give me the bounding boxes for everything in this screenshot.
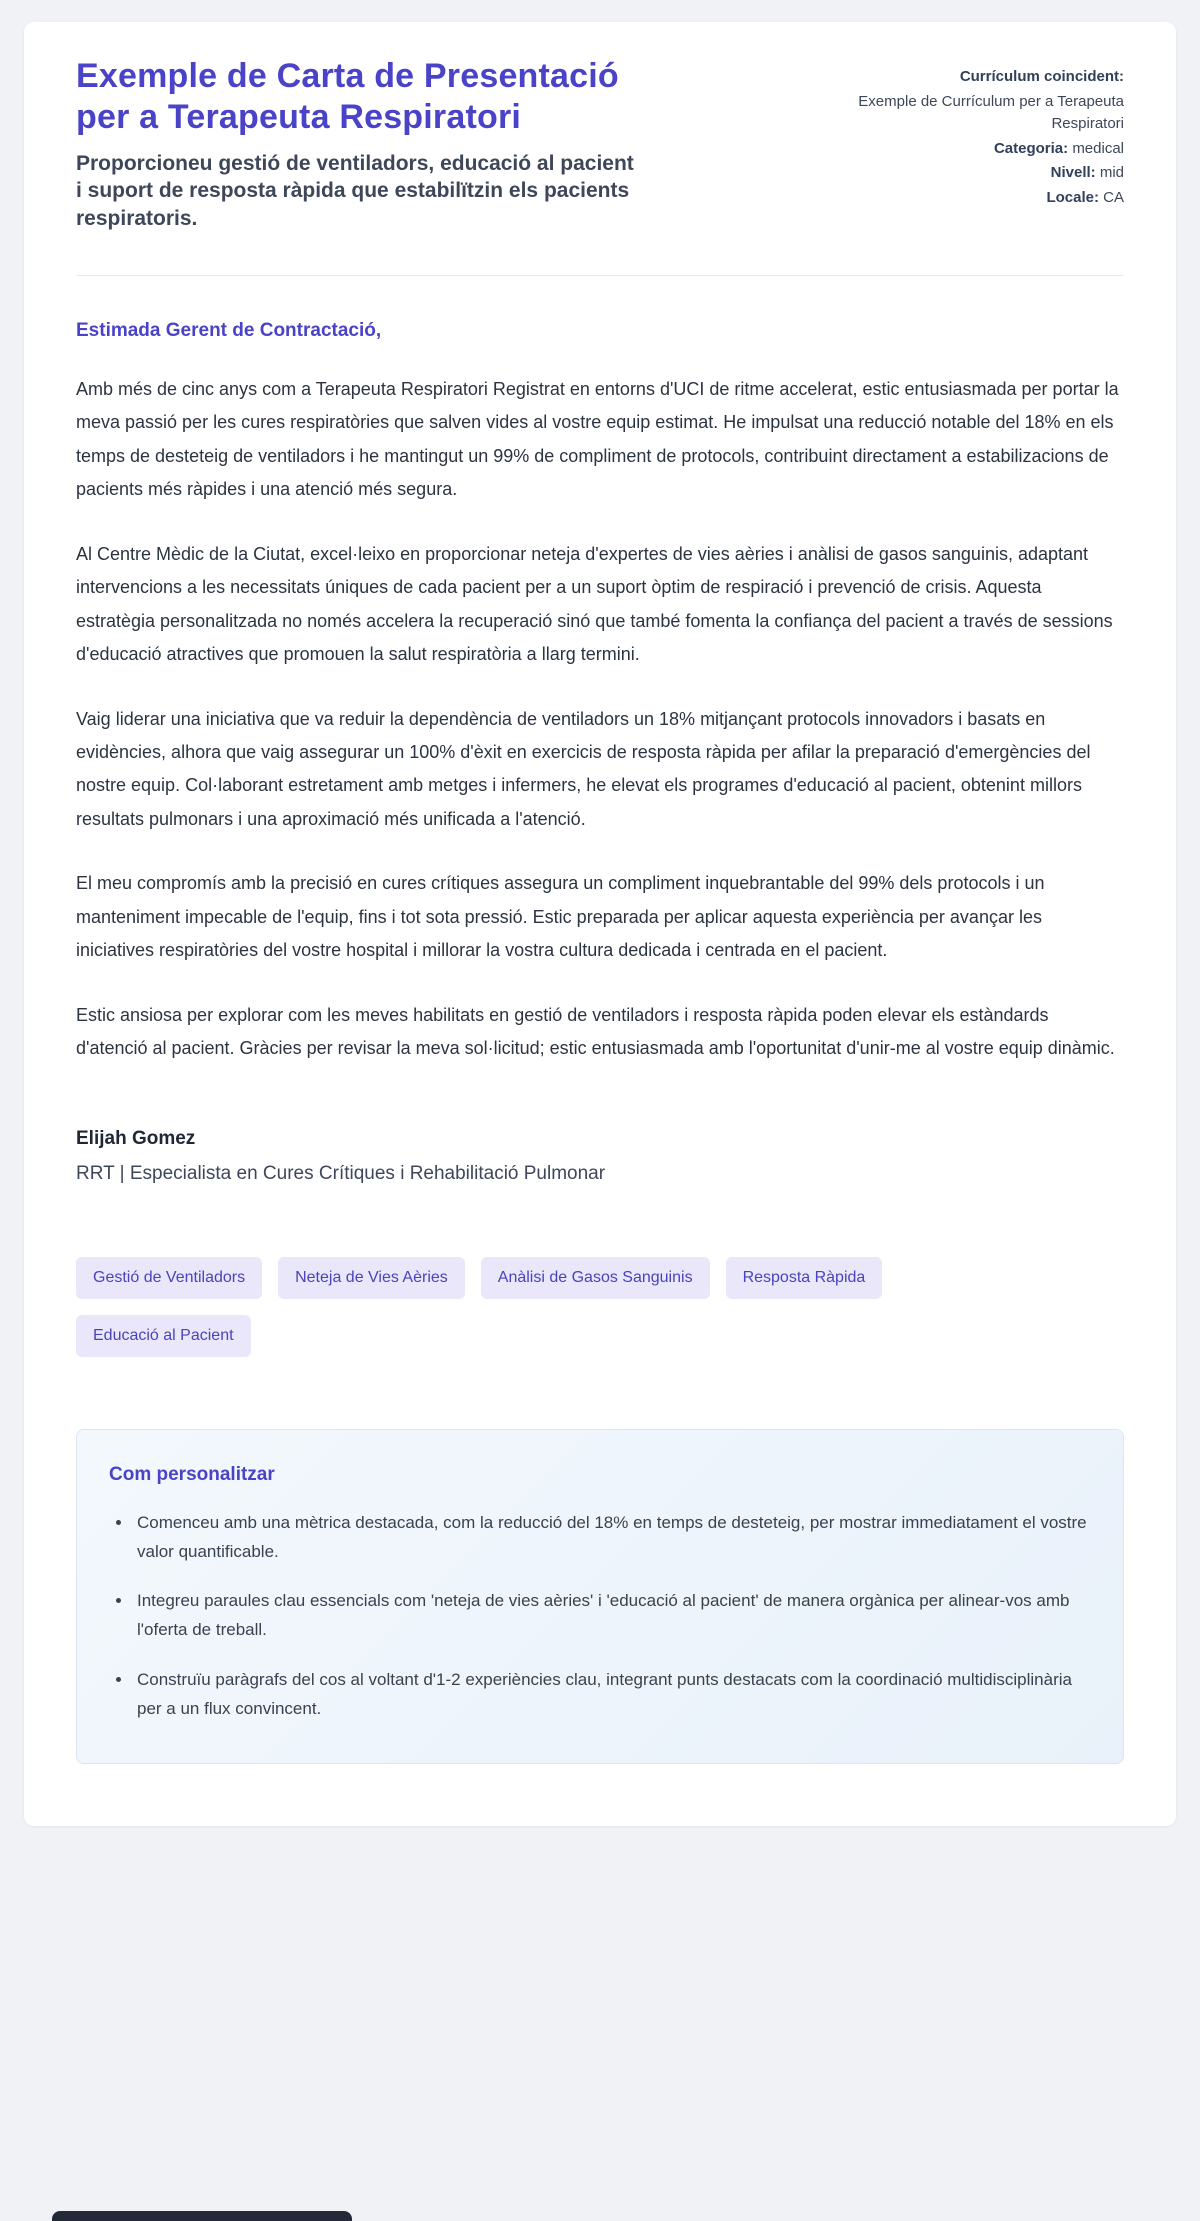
skill-tag: Anàlisi de Gasos Sanguinis bbox=[481, 1257, 710, 1299]
skill-tag: Gestió de Ventiladors bbox=[76, 1257, 262, 1299]
tips-heading: Com personalitzar bbox=[109, 1463, 275, 1485]
letter-body bbox=[76, 373, 1124, 1066]
matching-resume-label-text: Currículum coincident: bbox=[959, 68, 1124, 85]
letter-paragraph: Al Centre Mèdic de la Ciutat, excel·leixo en proporcionar neteja d'expertes de vies aèries i anàlisi de gasos sanguinis, adaptant intervencions a les necessitats úniques de cada pacient per a un suport òptim de respiració i prevenció de crisis. Aquesta estratègia personalitzada no només accelera la recuperació sinó que també fomenta la confiança del pacient a través de sessions d'educació atractives que promouen la salut respiratòria a llarg termini. bbox=[76, 543, 1113, 665]
category-value: medical bbox=[1072, 139, 1124, 157]
tip-item: • Integreu paraules clau essencials com 'neteja de vies aèries' i 'educació al pacient' de manera orgànica per alinear-vos amb l'oferta de treball. bbox=[133, 1586, 1091, 1644]
skill-tags bbox=[76, 1257, 896, 1357]
skill-tag: Educació al Pacient bbox=[76, 1315, 251, 1357]
letter-paragraph: Amb més de cinc anys com a Terapeuta Respiratori Registrat en entorns d'UCI de ritme accelerat, estic entusiasmada per portar la meva passió per les cures respiratòries que salven vides al vostre equip estimat. He impulsat una reducció notable del 18% en els temps de desteteig de ventiladors i he mantingut un 99% de compliment de protocols, contribuint directament a estabilizacions de pacients més ràpides i una atenció més segura. bbox=[76, 378, 1119, 500]
page-subtitle: Proporcioneu gestió de ventiladors, educació al pacient i suport de resposta ràpida que estabilïtzin els pacients respiratoris. bbox=[76, 151, 634, 231]
header-meta bbox=[824, 56, 1124, 233]
signature-block bbox=[76, 1128, 1124, 1185]
skill-tag: Neteja de Vies Aèries bbox=[278, 1257, 465, 1299]
letter-greeting: Estimada Gerent de Contractació, bbox=[76, 319, 382, 341]
tip-item: • Comenceu amb una mètrica destacada, com la reducció del 18% en temps de desteteig, per mostrar immediatament el vostre valor quantificable. bbox=[133, 1508, 1091, 1566]
category-label: Categoria: bbox=[993, 139, 1069, 157]
footer-next-section-peek bbox=[52, 2211, 352, 2221]
signature-title: RRT | Especialista en Cures Crítiques i Rehabilitació Pulmonar bbox=[76, 1162, 606, 1184]
footer-peek-row bbox=[24, 1840, 1176, 2221]
customization-tips-box bbox=[76, 1429, 1124, 1764]
category-meta bbox=[824, 138, 1124, 161]
signature-name: Elijah Gomez bbox=[76, 1127, 196, 1149]
level-label: Nivell: bbox=[1050, 164, 1096, 181]
letter-paragraph: Vaig liderar una iniciativa que va reduir la dependència de ventiladors un 18% mitjançant protocols innovadors i basats en evidències, alhora que vaig assegurar un 100% d'èxit en exercicis de resposta ràpida per afilar la preparació d'emergències del nostre equip. Col·laborant estretament amb metges i infermers, he elevat els programes d'educació al pacient, obtenint millors resultats pulmonars i una aproximació més unificada a l'atenció. bbox=[76, 708, 1091, 829]
tips-list bbox=[109, 1508, 1091, 1723]
letter-paragraph: El meu compromís amb la precisió en cures crítiques assegura un compliment inquebrantable del 99% dels protocols i un manteniment impecable de l'equip, fins i tot sota pressió. Estic preparada per aplicar aquesta experiència per avançar les iniciatives respiratòries del vostre hospital i millorar la vostra cultura dedicada i centrada en el pacient. bbox=[76, 873, 1045, 961]
letter-paragraph: Estic ansiosa per explorar com les meves habilitats en gestió de ventiladors i resposta ràpida poden elevar els estàndards d'atenció al pacient. Gràcies per revisar la meva sol·licitud; estic entusiasmada amb l'oportunitat d'unir-me al vostre equip dinàmic. bbox=[76, 1004, 1115, 1059]
locale-meta bbox=[824, 187, 1124, 210]
matching-resume-value: Exemple de Currículum per a Terapeuta Respiratori bbox=[858, 92, 1124, 132]
page-title: Exemple de Carta de Presentació per a Terapeuta Respiratori bbox=[76, 57, 619, 136]
header-left bbox=[76, 56, 676, 233]
level-meta bbox=[824, 162, 1124, 185]
level-value: mid bbox=[1099, 164, 1124, 181]
skill-tag: Resposta Ràpida bbox=[726, 1257, 883, 1299]
cover-letter-card bbox=[24, 22, 1176, 1826]
tip-item: • Construïu paràgrafs del cos al voltant d'1-2 experiències clau, integrant punts destacats com la coordinació multidisciplinària per a un flux convincent. bbox=[133, 1665, 1091, 1723]
locale-value: CA bbox=[1103, 188, 1124, 206]
locale-label: Locale: bbox=[1046, 188, 1099, 206]
header-divider bbox=[76, 275, 1124, 276]
matching-resume-label bbox=[824, 66, 1124, 89]
header bbox=[76, 56, 1124, 233]
